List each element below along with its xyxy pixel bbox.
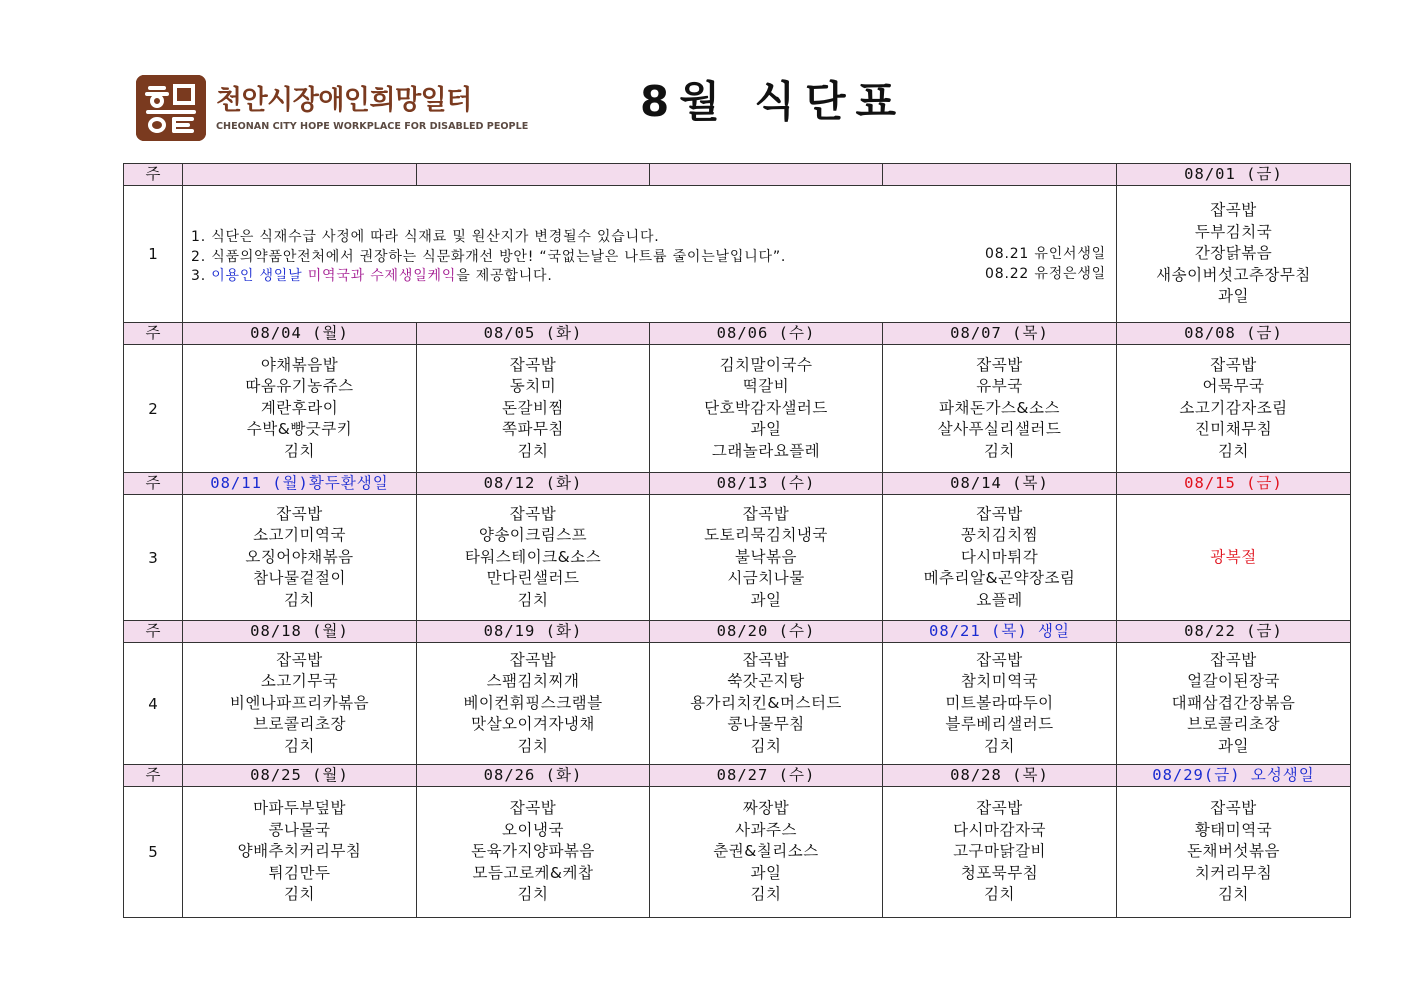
- menu-item: 김치: [984, 441, 1015, 460]
- menu-item: 김치: [517, 441, 549, 460]
- week-menu-row: [124, 345, 1351, 473]
- menu-item: 잡곡밥: [1210, 355, 1257, 374]
- menu-item: 쑥갓곤지탕: [727, 672, 805, 691]
- date-cell-holiday: 08/15 (금): [1117, 473, 1351, 495]
- menu-item: 살사푸실리샐러드: [937, 420, 1062, 439]
- birthday-list: [985, 245, 1106, 284]
- menu-item: 돈채버섯볶음: [1187, 842, 1280, 861]
- menu-item: 김치: [984, 885, 1015, 904]
- week-header-row: [124, 621, 1351, 643]
- menu-item: 사과주스: [735, 820, 797, 839]
- week-label: 주: [124, 473, 183, 495]
- date-cell-birthday: 08/21 (목) 생일: [883, 621, 1117, 643]
- menu-item: 잡곡밥: [742, 650, 790, 669]
- menu-item: 과일: [1218, 287, 1249, 306]
- menu-item: 김치: [1218, 441, 1249, 460]
- date-cell: [417, 164, 650, 186]
- week-header-row: [124, 765, 1351, 787]
- menu-cell: [417, 787, 650, 918]
- holiday-cell: [1117, 495, 1351, 621]
- menu-item: 잡곡밥: [976, 355, 1023, 374]
- date-cell: 08/01 (금): [1117, 164, 1351, 186]
- date-cell: [183, 164, 417, 186]
- week-number: 2: [124, 345, 183, 473]
- menu-item: 고구마닭갈비: [953, 842, 1046, 861]
- week-menu-row: [124, 186, 1351, 323]
- notice-cake-highlight: 미역국과 수제생일케익: [307, 268, 457, 284]
- menu-item: 콩나물무침: [727, 715, 805, 734]
- week-menu-row: [124, 495, 1351, 621]
- menu-item: 쪽파무침: [502, 420, 564, 439]
- menu-cell: [883, 787, 1117, 918]
- birthday-entry: 08.21 유인서생일: [985, 246, 1106, 262]
- date-cell: [883, 164, 1117, 186]
- meal-plan-table: [123, 163, 1351, 918]
- date-cell: 08/05 (화): [417, 323, 650, 345]
- date-cell: 08/20 (수): [650, 621, 883, 643]
- notice-text: [191, 228, 786, 287]
- menu-item: 만다린샐러드: [486, 569, 580, 588]
- date-cell: 08/22 (금): [1117, 621, 1351, 643]
- week-label: 주: [124, 765, 183, 787]
- menu-item: 타워스테이크&소스: [464, 547, 602, 566]
- menu-item: 잡곡밥: [276, 650, 323, 669]
- menu-cell: [183, 345, 417, 473]
- menu-item: 파채돈가스&소스: [939, 398, 1060, 417]
- menu-item: 잡곡밥: [509, 650, 557, 669]
- menu-item: 브로콜리초장: [253, 715, 346, 734]
- menu-item: 김치: [984, 736, 1015, 755]
- date-cell: 08/26 (화): [417, 765, 650, 787]
- week-label: 주: [124, 323, 183, 345]
- notice-cell: [183, 186, 1117, 323]
- menu-item: 비엔나파프리카볶음: [229, 693, 370, 712]
- date-cell-birthday: 08/11 (월)황두환생일: [183, 473, 417, 495]
- menu-item: 참나물겉절이: [253, 569, 346, 588]
- menu-item: 양배추치커리무침: [237, 842, 362, 861]
- notice-line-3-suffix: 을 제공합니다.: [456, 268, 553, 284]
- menu-item: 베이컨휘핑스크램블: [463, 693, 603, 712]
- menu-item: 튀김만두: [268, 863, 331, 882]
- menu-item: 잡곡밥: [509, 355, 557, 374]
- menu-item: 잡곡밥: [509, 799, 557, 818]
- menu-item: 짜장밥: [742, 799, 790, 818]
- menu-item: 유부국: [976, 377, 1023, 396]
- menu-item: 동치미: [509, 377, 557, 396]
- date-cell-birthday: 08/29(금) 오성생일: [1117, 765, 1351, 787]
- organization-logo: [136, 75, 529, 141]
- menu-item: 김치: [1218, 885, 1249, 904]
- notice-line-3: [191, 267, 786, 287]
- menu-cell: [883, 495, 1117, 621]
- menu-cell: [1117, 787, 1351, 918]
- menu-item: 용가리치킨&머스터드: [690, 693, 842, 712]
- menu-item: 김치: [750, 885, 782, 904]
- menu-item: 김치: [284, 441, 315, 460]
- week-label: 주: [124, 621, 183, 643]
- menu-item: 잡곡밥: [509, 504, 557, 523]
- menu-item: 계란후라이: [260, 398, 339, 417]
- date-cell: 08/12 (화): [417, 473, 650, 495]
- menu-cell: [883, 345, 1117, 473]
- notice-line-3-prefix: 3.: [191, 268, 212, 284]
- notice-line-2: 2. 식품의약품안전처에서 권장하는 식문화개선 방안! “국없는날은 나트륨 줄이는날입니다”.: [191, 248, 787, 265]
- menu-item: 김치: [284, 736, 315, 755]
- menu-item: 어묵무국: [1202, 377, 1265, 396]
- menu-item: 대패삼겹간장볶음: [1171, 693, 1296, 712]
- menu-item: 김치: [517, 885, 549, 904]
- menu-item: 잡곡밥: [1210, 799, 1257, 818]
- menu-item: 수박&빵긋쿠키: [246, 420, 353, 439]
- menu-cell: [650, 495, 883, 621]
- menu-cell: [1117, 345, 1351, 473]
- menu-item: 잡곡밥: [976, 799, 1023, 818]
- birthday-entry: 08.22 유정은생일: [985, 265, 1106, 282]
- menu-item: 소고기미역국: [253, 526, 346, 545]
- menu-item: 황태미역국: [1194, 820, 1273, 839]
- menu-item: 과일: [750, 420, 782, 439]
- menu-item: 춘권&칠리소스: [713, 842, 819, 861]
- logo-english-name: CHEONAN CITY HOPE WORKPLACE FOR DISABLED PEOPLE: [216, 120, 529, 132]
- menu-item: 김치: [517, 590, 549, 609]
- week-header-row: [124, 473, 1351, 495]
- hope-logo-icon: [136, 75, 206, 141]
- menu-item: 시금치나물: [727, 569, 805, 588]
- date-cell: 08/13 (수): [650, 473, 883, 495]
- menu-item: 다시마튀각: [960, 547, 1039, 566]
- menu-item: 메추리알&곤약장조림: [923, 569, 1076, 588]
- menu-item: 청포묵무침: [960, 863, 1039, 882]
- menu-item: 요플레: [976, 590, 1023, 609]
- menu-item: 소고기감자조림: [1179, 398, 1288, 417]
- menu-item: 야채볶음밥: [260, 355, 339, 374]
- menu-item: 꽁치김치찜: [960, 526, 1039, 545]
- notice-line-1: 1. 식단은 식재수급 사정에 따라 식재료 및 원산지가 변경될수 있습니다.: [191, 229, 660, 245]
- menu-item: 김치: [284, 885, 315, 904]
- week-number: 5: [124, 787, 183, 918]
- menu-item: 단호박감자샐러드: [704, 398, 828, 417]
- menu-cell: [1117, 643, 1351, 765]
- menu-item: 김치: [284, 590, 315, 609]
- menu-item: 오징어야채볶음: [245, 547, 354, 566]
- menu-item: 과일: [1218, 736, 1249, 755]
- date-cell: 08/18 (월): [183, 621, 417, 643]
- menu-item: 미트볼라따두이: [945, 693, 1054, 712]
- holiday-label: 광복절: [1210, 547, 1257, 566]
- menu-item: 치커리무침: [1194, 863, 1273, 882]
- menu-cell: [650, 787, 883, 918]
- date-cell: 08/08 (금): [1117, 323, 1351, 345]
- menu-item: 과일: [750, 863, 782, 882]
- menu-cell: [417, 643, 650, 765]
- menu-item: 스팸김치찌개: [486, 672, 580, 691]
- menu-item: 잡곡밥: [1210, 201, 1257, 220]
- menu-item: 브로콜리초장: [1187, 715, 1280, 734]
- menu-item: 양송이크림스프: [478, 526, 588, 545]
- date-cell: 08/06 (수): [650, 323, 883, 345]
- week-number: 3: [124, 495, 183, 621]
- menu-item: 간장닭볶음: [1194, 244, 1273, 263]
- menu-item: 잡곡밥: [276, 504, 323, 523]
- week-number: 1: [124, 186, 183, 323]
- week-menu-row: [124, 787, 1351, 918]
- menu-item: 따옴유기농쥬스: [245, 377, 354, 396]
- menu-cell: [183, 643, 417, 765]
- menu-item: 돈육가지양파볶음: [471, 842, 595, 861]
- menu-cell: [1117, 186, 1351, 323]
- menu-item: 잡곡밥: [976, 650, 1023, 669]
- menu-item: 도토리묵김치냉국: [704, 526, 828, 545]
- menu-item: 얼갈이된장국: [1187, 672, 1280, 691]
- menu-item: 참치미역국: [960, 672, 1039, 691]
- menu-item: 오이냉국: [502, 820, 564, 839]
- menu-item: 과일: [750, 590, 782, 609]
- menu-cell: [417, 495, 650, 621]
- week-number: 4: [124, 643, 183, 765]
- menu-item: 그래놀라요플레: [711, 441, 821, 460]
- date-cell: 08/04 (월): [183, 323, 417, 345]
- menu-item: 콩나물국: [268, 820, 331, 839]
- week-header-row: [124, 323, 1351, 345]
- menu-item: 진미채무침: [1194, 420, 1273, 439]
- notice-birthday-highlight: 이용인 생일날: [211, 268, 303, 284]
- menu-item: 잡곡밥: [976, 504, 1023, 523]
- menu-item: 잡곡밥: [742, 504, 790, 523]
- date-cell: 08/28 (목): [883, 765, 1117, 787]
- date-cell: 08/27 (수): [650, 765, 883, 787]
- menu-cell: [650, 643, 883, 765]
- menu-item: 김치: [517, 736, 549, 755]
- date-cell: 08/14 (목): [883, 473, 1117, 495]
- menu-cell: [183, 787, 417, 918]
- menu-item: 잡곡밥: [1210, 650, 1257, 669]
- logo-korean-name: 천안시장애인희망일터: [216, 84, 472, 116]
- date-cell: 08/25 (월): [183, 765, 417, 787]
- week-header-row: [124, 164, 1351, 186]
- menu-cell: [417, 345, 650, 473]
- week-menu-row: [124, 643, 1351, 765]
- menu-item: 블루베리샐러드: [945, 715, 1054, 734]
- date-cell: 08/07 (목): [883, 323, 1117, 345]
- page-title: 8월 식단표: [640, 77, 907, 126]
- menu-item: 모듬고로케&케찹: [472, 863, 594, 882]
- menu-item: 맛살오이겨자냉채: [471, 715, 595, 734]
- menu-item: 돈갈비찜: [502, 398, 564, 417]
- menu-item: 마파두부덮밥: [253, 799, 346, 818]
- menu-item: 김치말이국수: [719, 355, 813, 374]
- menu-item: 다시마감자국: [953, 820, 1046, 839]
- week-label: 주: [124, 164, 183, 186]
- date-cell: 08/19 (화): [417, 621, 650, 643]
- menu-item: 두부김치국: [1194, 222, 1273, 241]
- menu-item: 새송이버섯고추장무침: [1156, 265, 1311, 284]
- menu-item: 불낙볶음: [735, 547, 797, 566]
- date-cell: [650, 164, 883, 186]
- menu-item: 소고기무국: [260, 672, 339, 691]
- menu-item: 김치: [750, 736, 782, 755]
- menu-item: 떡갈비: [742, 377, 790, 396]
- menu-cell: [183, 495, 417, 621]
- menu-cell: [650, 345, 883, 473]
- menu-cell: [883, 643, 1117, 765]
